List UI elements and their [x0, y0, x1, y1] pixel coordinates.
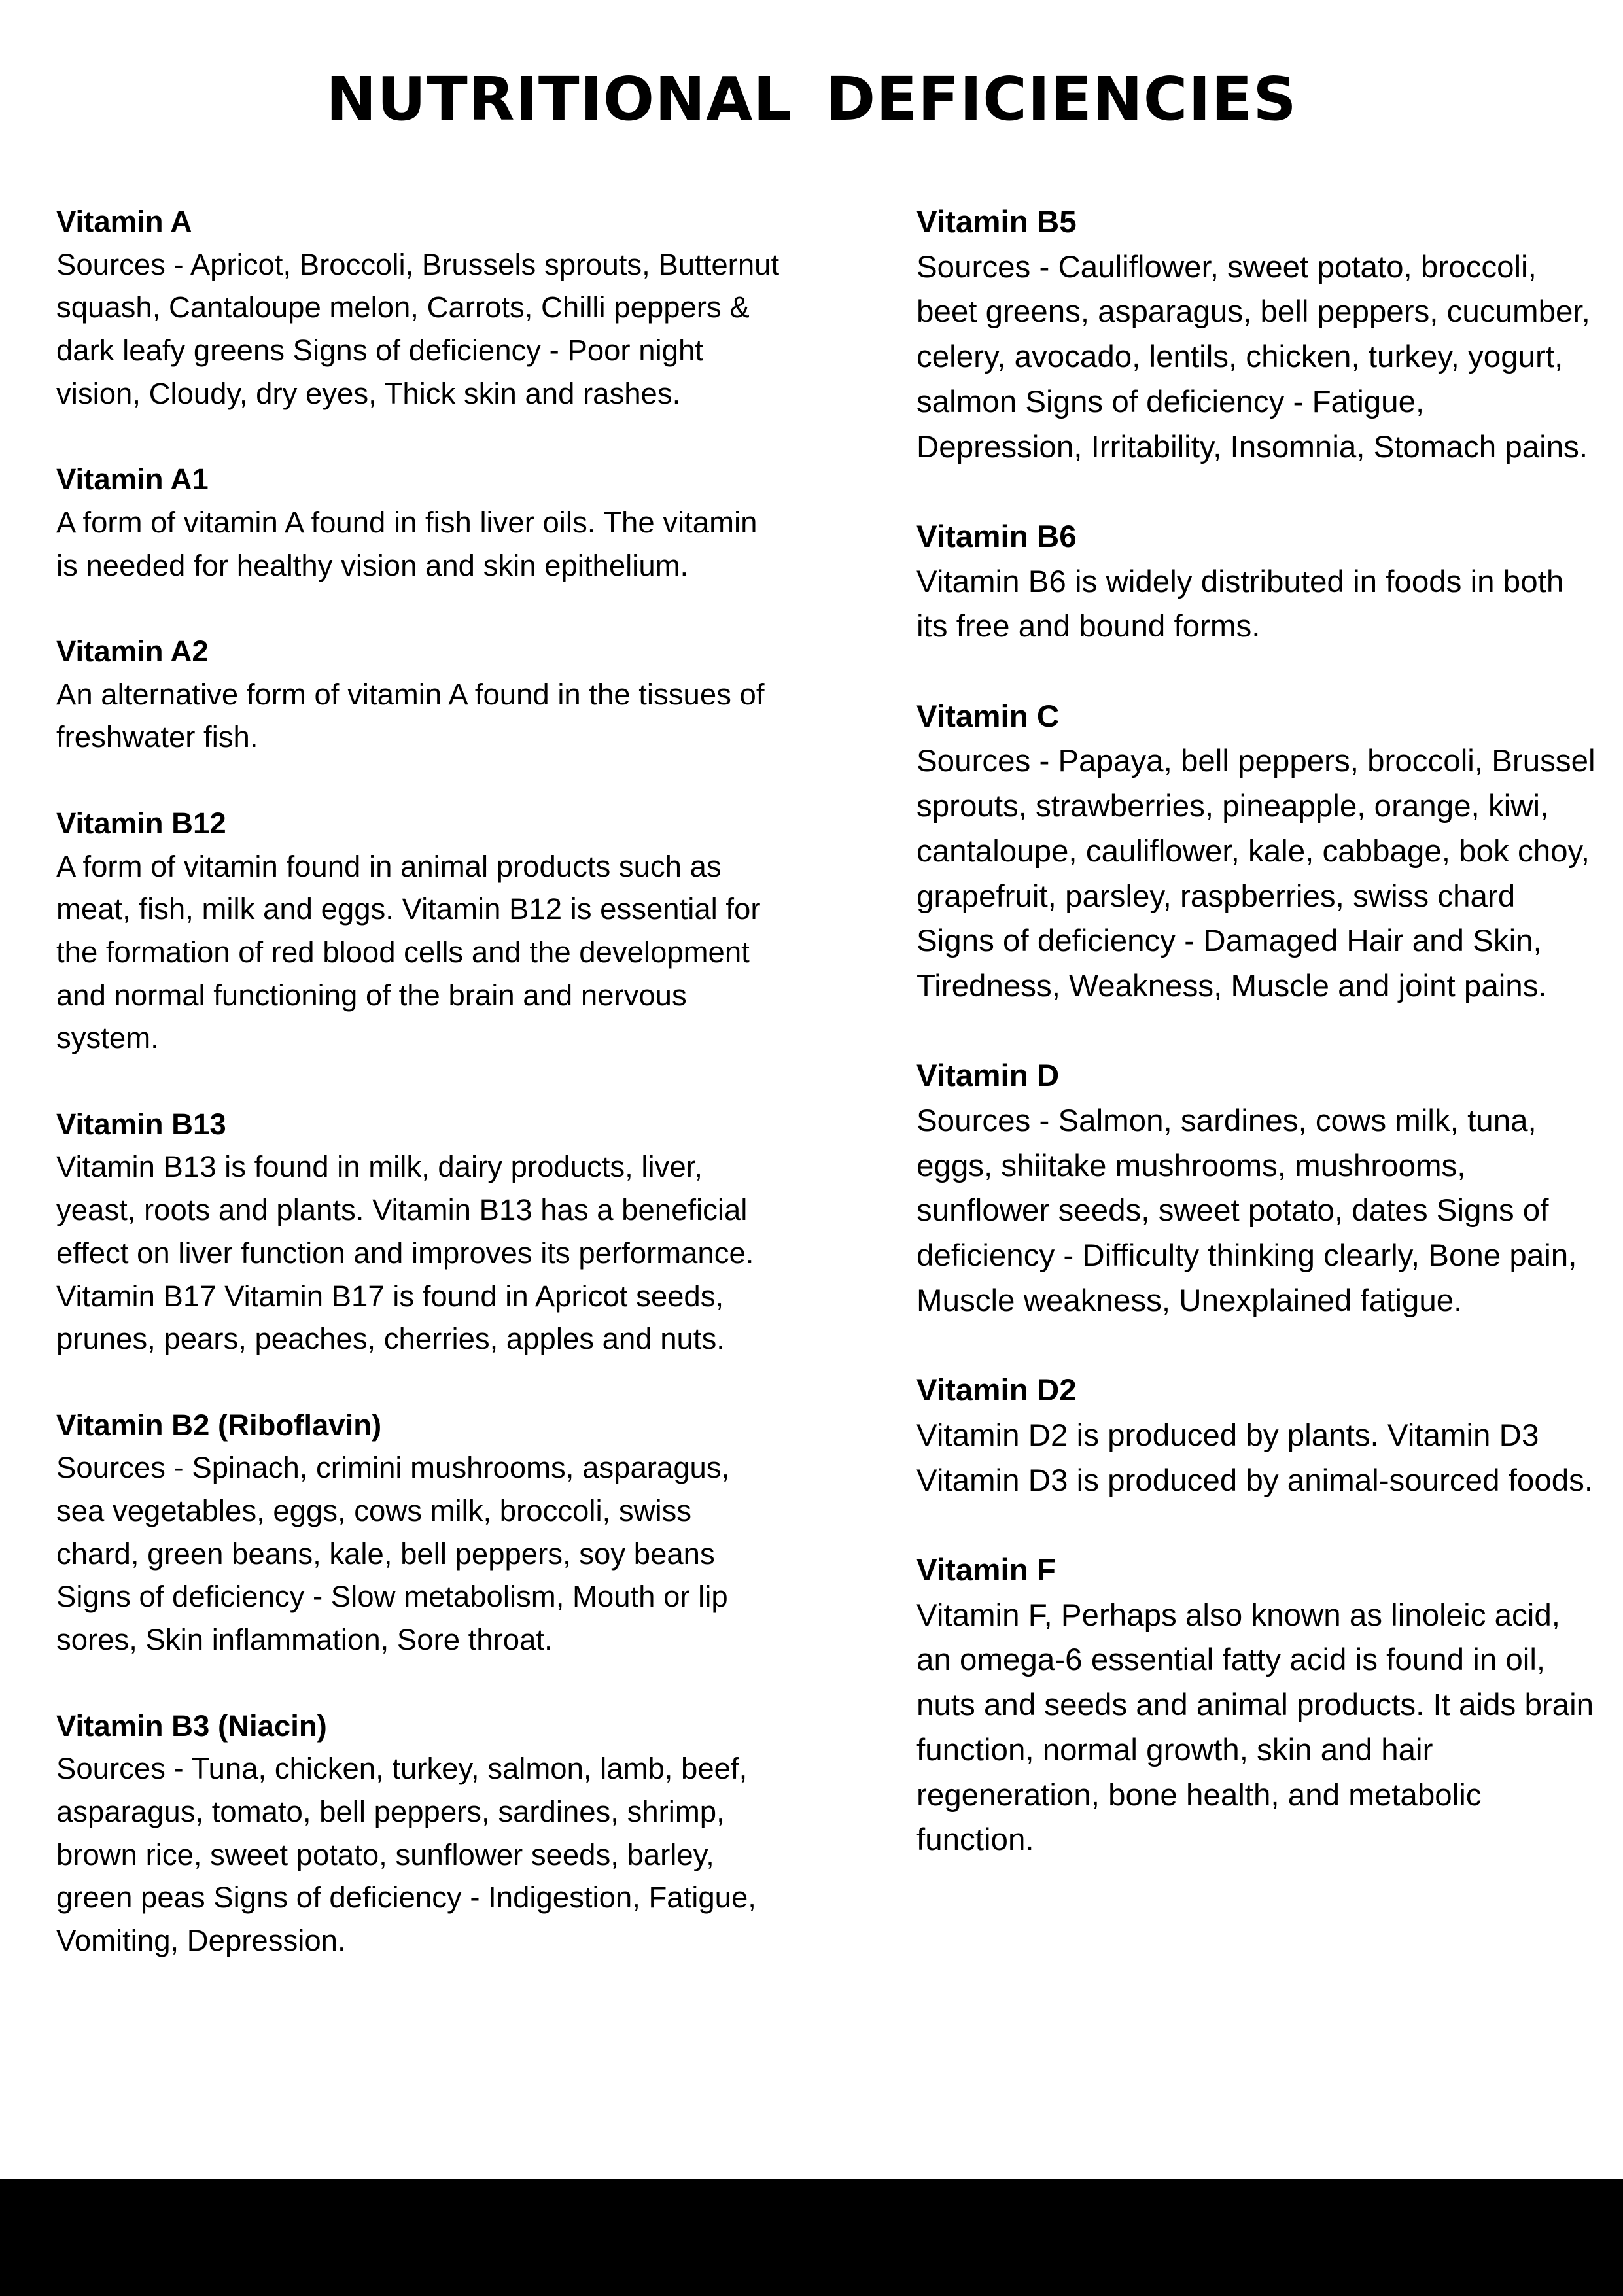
entry-vitamin-b12	[56, 802, 782, 1060]
entry-body: Vitamin B6 is widely distributed in foods in both its free and bound forms.	[916, 564, 1564, 644]
entry-heading: Vitamin B2 (Riboflavin)	[56, 1408, 382, 1442]
entry-heading: Vitamin B6	[916, 519, 1077, 554]
entry-vitamin-b6	[916, 515, 1597, 650]
entry-heading: Vitamin D	[916, 1058, 1060, 1094]
entry-heading: Vitamin F	[916, 1553, 1056, 1588]
entry-vitamin-a2	[56, 630, 782, 759]
entry-heading: Vitamin A1	[56, 462, 209, 496]
entry-heading: Vitamin B5	[916, 205, 1077, 239]
entry-body: Vitamin B13 is found in milk, dairy products, liver, yeast, roots and plants. Vitamin B13 has a beneficial effect on liver function and improves its performance. Vitamin B17 Vitamin B17 is found in Apricot seeds, prunes, pears, peaches, cherries, apples and nuts.	[56, 1150, 754, 1356]
entry-body: Sources - Papaya, bell peppers, broccoli, Brussel sprouts, strawberries, pineapple, orange, kiwi, cantaloupe, cauliflower, kale, cabbage, bok choy, grapefruit, parsley, raspberries, swiss chard Signs of deficiency - Damaged Hair and Skin, Tiredness, Weakness, Muscle and joint pains.	[916, 744, 1596, 1003]
left-column	[56, 200, 782, 2005]
entry-body: Sources - Salmon, sardines, cows milk, tuna, eggs, shiitake mushrooms, mushrooms, sunflower seeds, sweet potato, dates Signs of deficiency - Difficulty thinking clearly, Bone pain, Muscle weakness, Unexplained fatigue.	[916, 1104, 1577, 1318]
entry-heading: Vitamin B3 (Niacin)	[56, 1709, 327, 1743]
entry-vitamin-d2	[916, 1368, 1597, 1503]
entry-body: An alternative form of vitamin A found in the tissues of freshwater fish.	[56, 677, 765, 754]
entry-heading: Vitamin B12	[56, 806, 226, 840]
entry-heading: Vitamin A2	[56, 635, 209, 668]
entry-body: A form of vitamin A found in fish liver oils. The vitamin is needed for healthy vision and skin epithelium.	[56, 505, 758, 582]
entry-vitamin-f	[916, 1548, 1597, 1863]
entry-vitamin-c	[916, 695, 1597, 1009]
entry-body: Sources - Cauliflower, sweet potato, broccoli, beet greens, asparagus, bell peppers, cucumber, celery, avocado, lentils, chicken, turkey, yogurt, salmon Signs of deficiency - Fatigue, Depression, Irritability, Insomnia, Stomach pains.	[916, 249, 1590, 464]
entry-body: Vitamin D2 is produced by plants. Vitamin D3 Vitamin D3 is produced by animal-sourced foods.	[916, 1418, 1594, 1498]
entry-body: Vitamin F, Perhaps also known as linoleic acid, an omega-6 essential fatty acid is found in oil, nuts and seeds and animal products. It aids brain function, normal growth, skin and hair regeneration, bone health, and metabolic function.	[916, 1597, 1594, 1858]
footer-bar	[0, 2179, 1623, 2296]
entry-vitamin-b3	[56, 1705, 782, 1962]
entry-vitamin-b13	[56, 1103, 782, 1361]
entry-vitamin-d	[916, 1054, 1597, 1323]
entry-vitamin-a1	[56, 458, 782, 587]
entry-body: A form of vitamin found in animal products such as meat, fish, milk and eggs. Vitamin B12 is essential for the formation of red blood cells and the development and normal functioning of the brain and nervous system.	[56, 849, 761, 1055]
entry-body: Sources - Apricot, Broccoli, Brussels sprouts, Butternut squash, Cantaloupe melon, Carrots, Chilli peppers & dark leafy greens Signs of deficiency - Poor night vision, Cloudy, dry eyes, Thick skin and rashes.	[56, 247, 780, 410]
entry-heading: Vitamin C	[916, 699, 1060, 734]
entry-body: Sources - Spinach, crimini mushrooms, asparagus, sea vegetables, eggs, cows milk, broccoli, swiss chard, green beans, kale, bell peppers, soy beans Signs of deficiency - Slow metabolism, Mouth or lip sores, Skin inflammation, Sore throat.	[56, 1451, 730, 1657]
entry-heading: Vitamin B13	[56, 1107, 226, 1141]
entry-vitamin-b5	[916, 200, 1597, 470]
entry-vitamin-b2	[56, 1404, 782, 1661]
entry-heading: Vitamin D2	[916, 1373, 1077, 1408]
entry-vitamin-a	[56, 200, 782, 415]
entry-body: Sources - Tuna, chicken, turkey, salmon, lamb, beef, asparagus, tomato, bell peppers, sardines, shrimp, brown rice, sweet potato, sunflower seeds, barley, green peas Signs of deficiency - Indigestion, Fatigue, Vomiting, Depression.	[56, 1752, 756, 1958]
right-column	[916, 200, 1597, 1908]
page-title: NUTRITIONAL DEFICIENCIES	[326, 64, 1297, 134]
entry-heading: Vitamin A	[56, 205, 192, 238]
